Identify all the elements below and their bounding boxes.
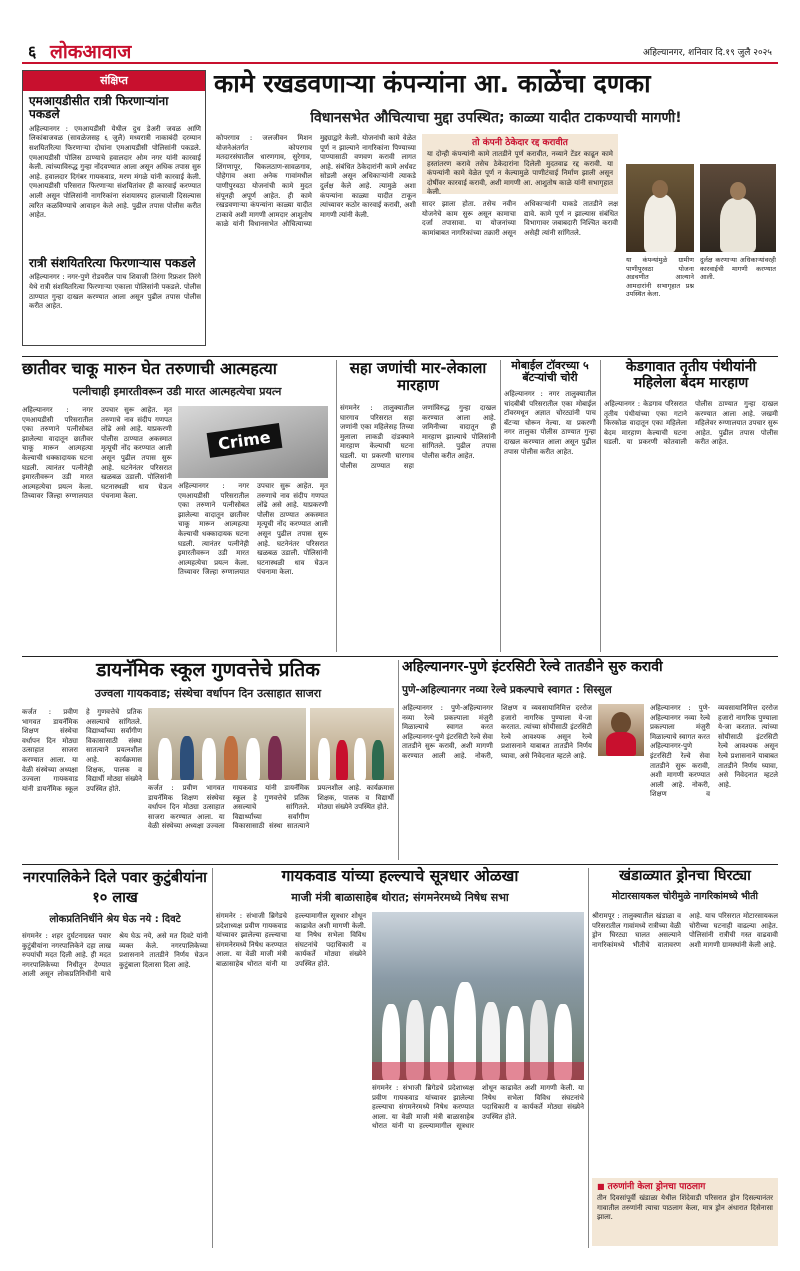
story-drone [592,868,778,1248]
story-gaikwad-body-left: संगमनेर : संभाजी ब्रिगेडचे प्रदेशाध्यक्ष प्रवीण गायकवाड यांच्यावर झालेल्या हल्ल्याचा संगमनेरमध्ये निषेध करण्यात आला. या वेळी माजी मंत्री बाळासाहेब थोरात यांनी या हल्ल्यामागील सूत्रधार शोधून काढावेत अशी मागणी केली. या निषेध सभेला विविध संघटनांचे पदाधिकारी व कार्यकर्ते मोठ्या संख्येने उपस्थित होते. [216,912,366,968]
story-battery-headline: मोबाईल टॉवरच्या ५ बॅटऱ्यांची चोरी [511,359,589,385]
story-rail-headline: अहिल्यानगर-पुणे इंटरसिटी रेल्वे तातडीने सुरु करावी [402,659,663,675]
story-suicide-body-right: अहिल्यानगर : नगर एमआयडीसी परिसरातील एका तरुणाने पत्नीसोबत झालेल्या वादातून छातीवर चाकू मारून आत्महत्या केल्याची धक्कादायक घटना घडली. त्यानंतर पत्नीनेही इमारतीवरून उडी मारत आत्महत्येचा प्रयत्न केला. तिच्यावर जिल्हा रुग्णालयात उपचार सुरू आहेत. मृत तरुणाचे नाव संदीप गणपत लोंढे असे आहे. याप्रकरणी पोलीस ठाण्यात अकस्मात मृत्यूची नोंद करण्यात आली असून पुढील तपास सुरू आहे. घटनेनंतर परिसरात खळबळ उडाली. पोलिसांनी घटनास्थळी धाव घेऊन पंचनामा केला. [178,482,328,577]
story-rail-body-right: अहिल्यानगर : पुणे-अहिल्यानगर नव्या रेल्वे प्रकल्पाला मंजुरी मिळाल्याचे स्वागत करत अहिल्यानगर-पुणे इंटरसिटी रेल्वे सेवा तातडीने सुरू करावी, अशी मागणी करण्यात आली आहे. नोकरी, शिक्षण व व्यवसायानिमित्त दररोज हजारो नागरिक पुण्याला ये-जा करतात. त्यांच्या सोयीसाठी इंटरसिटी रेल्वे आवश्यक असून रेल्वे प्रशासनाने याबाबत तातडीने निर्णय घ्यावा, असे निवेदनात म्हटले आहे. [650,704,778,799]
story-suicide [22,360,332,652]
lead-box-title: तो कंपनी ठेकेदार रद्द करावीत [472,138,568,148]
lead-body-extra: सादर झाला होता. तसेच नवीन योजनेचे काम सुरू असून कामाचा दर्जा तपासावा. या योजनांच्या कामांबाबत नागरिकांच्या तक्रारी असून अधिकाऱ्यांनी याकडे तातडीने लक्ष द्यावे. कामे पूर्ण न झाल्यास संबंधित विभागावर जबाबदारी निश्चित करावी असेही त्यांनी सांगितले. [422,200,618,237]
brief-item-1-headline: एमआयडीसीत रात्री फिरणाऱ्यांना पकडले [29,94,169,122]
lead-box-body: या दोन्ही कंपन्यांनी कामे तातडीने पूर्ण करावीत, नव्याने टेंडर काढून कामे हस्तांतरण करावे तसेच ठेकेदारांना दिलेली मुदतवाढ रद्द करावी. या कंपन्यांनी कामे वेळेत पूर्ण न केल्यामुळे पाणीटंचाई निर्माण झाली असून दोषींवर कारवाई करावी, अशी मागणी आ. आशुतोष काळे यांनी सभागृहात केली. [427,150,613,197]
story-gaikwad-subhead: माजी मंत्री बाळासाहेब थोरात; संगमनेरमध्ये निषेध सभा [291,891,509,904]
lead-caption-1: या कंपन्यांमुळे ग्रामीण पाणीपुरवठा योजना अडचणीत आल्याने आमदारांनी सभागृहात प्रश्न उपस्थित केला. [626,256,694,298]
story-suicide-headline: छातीवर चाकू मारुन घेत तरुणाची आत्महत्या [22,359,277,378]
paper-name: लोकआवाज [50,41,132,63]
page-number: ६ [28,42,37,61]
story-drone-body: श्रीरामपूर : तालुक्यातील खंडाळा व परिसरातील गावांमध्ये रात्रीच्या वेळी ड्रोन घिरट्या घालत असल्याने नागरिकांमध्ये भीतीचे वातावरण आहे. याच परिसरात मोटारसायकल चोरीच्या घटनाही वाढल्या आहेत. पोलिसांनी रात्रीची गस्त वाढवावी अशी मागणी ग्रामस्थांनी केली आहे. [592,912,778,949]
brief-item-2-headline: रात्री संशयितरित्या फिरणाऱ्यास पकडले [29,256,196,270]
protest-meeting-photo [372,912,584,1080]
portrait-photo [598,704,644,756]
story-school-subhead: उज्वला गायकवाड; संस्थेचा वर्धापन दिन उत्साहात साजरा [94,687,322,700]
story-suicide-body-left: अहिल्यानगर : नगर एमआयडीसी परिसरातील एका तरुणाने पत्नीसोबत झालेल्या वादातून छातीवर चाकू मारून आत्महत्या केल्याची धक्कादायक घटना घडली. त्यानंतर पत्नीनेही इमारतीवरून उडी मारत आत्महत्येचा प्रयत्न केला. तिच्यावर जिल्हा रुग्णालयात उपचार सुरू आहेत. मृत तरुणाचे नाव संदीप गणपत लोंढे असे आहे. याप्रकरणी पोलीस ठाण्यात अकस्मात मृत्यूची नोंद करण्यात आली असून पुढील तपास सुरू आहे. घटनेनंतर परिसरात खळबळ उडाली. पोलिसांनी घटनास्थळी धाव घेऊन पंचनामा केला. [22,406,172,501]
story-battery-theft [504,360,596,652]
story-kedgaon-body: अहिल्यानगर : केडगाव परिसरात तृतीय पंथीयांच्या एका गटाने किरकोळ वादातून एका महिलेला बेदम मारहाण केल्याची घटना घडली. या प्रकरणी कोतवाली पोलीस ठाण्यात गुन्हा दाखल करण्यात आला आहे. जखमी महिलेवर रुग्णालयात उपचार सुरू आहेत. पुढील तपास पोलीस करीत आहेत. [604,400,778,447]
story-school-body-right: कर्जत : प्रवीण भागवत डायनॅमिक शिक्षण संस्थेचा वर्धापन दिन मोठ्या उत्साहात साजरा करण्यात आला. या वेळी संस्थेच्या अध्यक्षा उज्वला गायकवाड यांनी डायनॅमिक स्कूल हे गुणवत्तेचे प्रतिक असल्याचे सांगितले. विद्यार्थ्यांच्या सर्वांगीण विकासासाठी संस्था सातत्याने प्रयत्नशील आहे. कार्यक्रमास शिक्षक, पालक व विद्यार्थी मोठ्या संख्येने उपस्थित होते. [148,784,394,831]
drone-box [592,1178,778,1246]
story-gaikwad-body-right: संगमनेर : संभाजी ब्रिगेडचे प्रदेशाध्यक्ष प्रवीण गायकवाड यांच्यावर झालेल्या हल्ल्याचा संगमनेरमध्ये निषेध करण्यात आला. या वेळी माजी मंत्री बाळासाहेब थोरात यांनी या हल्ल्यामागील सूत्रधार शोधून काढावेत अशी मागणी केली. या निषेध सभेला विविध संघटनांचे पदाधिकारी व कार्यकर्ते मोठ्या संख्येने उपस्थित होते. [372,1084,584,1131]
lead-caption-2: दुर्लक्ष करणाऱ्या अधिकाऱ्यांवरही कारवाईची मागणी करण्यात आली. [700,256,776,281]
story-municipality-body: संगमनेर : शहर दुर्घटनाग्रस्त पवार कुटुंबीयांना नगरपालिकेने दहा लाख रुपयांची मदत दिली आहे. ही मदत नगरपालिकेच्या निधीतून देण्यात आली असून लोकप्रतिनिधींनी याचे श्रेय घेऊ नये, असे मत दिवटे यांनी व्यक्त केले. नगरपालिकेच्या प्रशासनाने तातडीने निर्णय घेऊन कुटुंबाला दिलासा दिला आहे. [22,932,208,979]
story-municipality [22,868,208,1248]
story-rail-body-left: अहिल्यानगर : पुणे-अहिल्यानगर नव्या रेल्वे प्रकल्पाला मंजुरी मिळाल्याचे स्वागत करत अहिल्यानगर-पुणे इंटरसिटी रेल्वे सेवा तातडीने सुरू करावी, अशी मागणी करण्यात आली आहे. नोकरी, शिक्षण व व्यवसायानिमित्त दररोज हजारो नागरिक पुण्याला ये-जा करतात. त्यांच्या सोयीसाठी इंटरसिटी रेल्वे आवश्यक असून रेल्वे प्रशासनाने याबाबत तातडीने निर्णय घ्यावा, असे निवेदनात म्हटले आहे. [402,704,592,760]
lead-box [422,134,618,197]
assembly-photo [626,164,694,252]
story-rail-subhead: पुणे-अहिल्यानगर नव्या रेल्वे प्रकल्पाचे स्वागत : सिस्सुल [402,684,612,696]
masthead [22,38,778,64]
drone-box-body: तीन दिवसांपूर्वी खंडाळा येथील शिंदेवाडी परिसरात ड्रोन दिसल्यानंतर गावातील तरुणांनी त्याचा पाठलाग केला, मात्र ड्रोन अंधारात दिसेनासा झाला. [597,1194,773,1222]
story-drone-subhead: मोटारसायकल चोरीमुळे नागरिकांमध्ये भीती [611,891,759,902]
school-event-photo [148,708,306,780]
lead-headline: कामे रखडवणाऱ्या कंपन्यांना आ. काळेंचा दणका [214,69,651,98]
story-assault-headline: सहा जणांची मार-लेकाला मारहाण [349,359,487,394]
story-assault [340,360,496,652]
brief-title: संक्षिप्त [23,71,205,91]
brief-item-2 [29,257,201,323]
story-suicide-subhead: पत्नीचाही इमारतीवरून उडी मारत आत्महत्येचा प्रयत्न [72,385,282,398]
lead-subhead: विधानसभेत औचित्याचा मुद्दा उपस्थित; काळ्या यादीत टाकण्याची मागणी! [310,110,682,126]
school-group-photo [310,708,394,780]
story-drone-headline: खंडाळ्यात ड्रोनचा घिरट्या [619,868,751,884]
story-school [22,660,394,860]
story-gaikwad [216,868,584,1248]
crime-badge: Crime [207,423,282,458]
lead-story [214,70,778,352]
brief-column [22,70,206,346]
story-kedgaon-headline: केडगावात तृतीय पंथीयांनी महिलेला बेदम मारहाण [625,359,757,391]
story-rail [402,660,778,860]
speaker-photo [700,164,776,252]
lead-body: कोपरगाव : जलजीवन मिशन योजनेअंतर्गत कोपरगाव मतदारसंघातील धारणगाव, सुरेगाव, शिंगणापूर, चिकलठाण-सावळगाव, पोहेगाव अशा अनेक गावांमधील पाणीपुरवठा योजनांची कामे मुदत संपूनही अपूर्ण आहेत. ही कामे रखडवणाऱ्या कंपन्यांना काळ्या यादीत टाकावे अशी मागणी आमदार आशुतोष काळे यांनी विधानसभेत औचित्याच्या मुद्द्याद्वारे केली. योजनांची कामे वेळेत पूर्ण न झाल्याने नागरिकांना पिण्याच्या पाण्यासाठी वणवण करावी लागत आहे. संबंधित ठेकेदारांनी कामे अर्धवट सोडली असून अधिकाऱ्यांनी त्याकडे दुर्लक्ष केले आहे. त्यामुळे अशा कंपन्यांना काळ्या यादीत टाकून त्यांच्यावर कठोर कारवाई करावी, अशी मागणी त्यांनी केली. [216,134,416,229]
story-school-body-left: कर्जत : प्रवीण भागवत डायनॅमिक शिक्षण संस्थेचा वर्धापन दिन मोठ्या उत्साहात साजरा करण्यात आला. या वेळी संस्थेच्या अध्यक्षा उज्वला गायकवाड यांनी डायनॅमिक स्कूल हे गुणवत्तेचे प्रतिक असल्याचे सांगितले. विद्यार्थ्यांच्या सर्वांगीण विकासासाठी संस्था सातत्याने प्रयत्नशील आहे. कार्यक्रमास शिक्षक, पालक व विद्यार्थी मोठ्या संख्येने उपस्थित होते. [22,708,142,793]
crime-graphic [178,406,328,478]
story-school-headline: डायनॅमिक स्कूल गुणवत्तेचे प्रतिक [96,659,320,681]
drone-box-title: ■ तरुणांनी केला ड्रोनचा पाठलाग [597,1182,773,1192]
brief-item-2-body: अहिल्यानगर : नगर-पुणे रोडवरील पाच शिवाजी तिरंगा रिफ्रशर तिरंगे येथे रात्री संशयितरित्या फिरणाऱ्या एकाला पोलिसांनी पकडले. पोलीस ठाण्यात गुन्हा दाखल करण्यात आला असून पुढील तपास पोलीस करीत आहेत. [29,273,201,311]
story-municipality-subhead: लोकप्रतिनिधींने श्रेय घेऊ नये : दिवटे [49,914,181,925]
story-assault-body: संगमनेर : तालुक्यातील घारगाव परिसरात सहा जणांनी एका महिलेसह तिच्या मुलाला लाकडी दांडक्याने मारहाण केल्याची घटना घडली. या प्रकरणी घारगाव पोलीस ठाण्यात सहा जणांविरुद्ध गुन्हा दाखल करण्यात आला आहे. जमिनीच्या वादातून ही मारहाण झाल्याचे पोलिसांनी सांगितले. पुढील तपास पोलीस करीत आहेत. [340,404,496,470]
brief-item-1 [29,95,201,253]
story-kedgaon [604,360,778,652]
story-gaikwad-headline: गायकवाड यांच्या हल्ल्याचे सूत्रधार ओळखा [281,867,519,885]
story-battery-body: अहिल्यानगर : नगर तालुक्यातील चांदबीबी परिसरातील एका मोबाईल टॉवरमधून अज्ञात चोरट्यांनी पाच बॅटऱ्या चोरून नेल्या. या प्रकरणी नगर तालुका पोलीस ठाण्यात गुन्हा दाखल करण्यात आला असून पुढील तपास पोलीस करीत आहेत. [504,390,596,456]
brief-item-1-body: अहिल्यानगर : एमआयडीसी येथील दुध डेअरी जवळ आणि लिकांबाजवळ (सावळेजसह ६ जुलै) मध्यरात्री नाकाबंदी दरम्यान सशयितरित्या फिरणाऱ्या दोघांना एमआयडीसी पोलिसांनी पकडले. एमआयडीसी पोलिस ठाण्याचे हवालदार ओम नगर यांनी कारवाई केली. त्यांच्याविरुद्ध गुन्हा नोंदवण्यात आला असून अधिक तपास सुरु आहे. हवालदार दिगंबर गायकवाड, मरण मंगळे यांनी कारवाई केली. एमआयडीसी परिसरात फिरणाऱ्या संशयितांवर ही कारवाई करण्यात आली असून पोलिसांनी नागरिकांना संशयास्पद हालचाली दिसल्यास त्वरित कळविण्याचे आवाहन केले आहे. पुढील तपास पोलीस करीत आहेत. [29,124,201,220]
story-municipality-headline: नगरपालिकेने दिले पवार कुटुंबीयांना १० लाख [23,870,207,906]
dateline: अहिल्यानगर, शनिवार दि.१९ जुलै २०२५ [643,48,772,58]
